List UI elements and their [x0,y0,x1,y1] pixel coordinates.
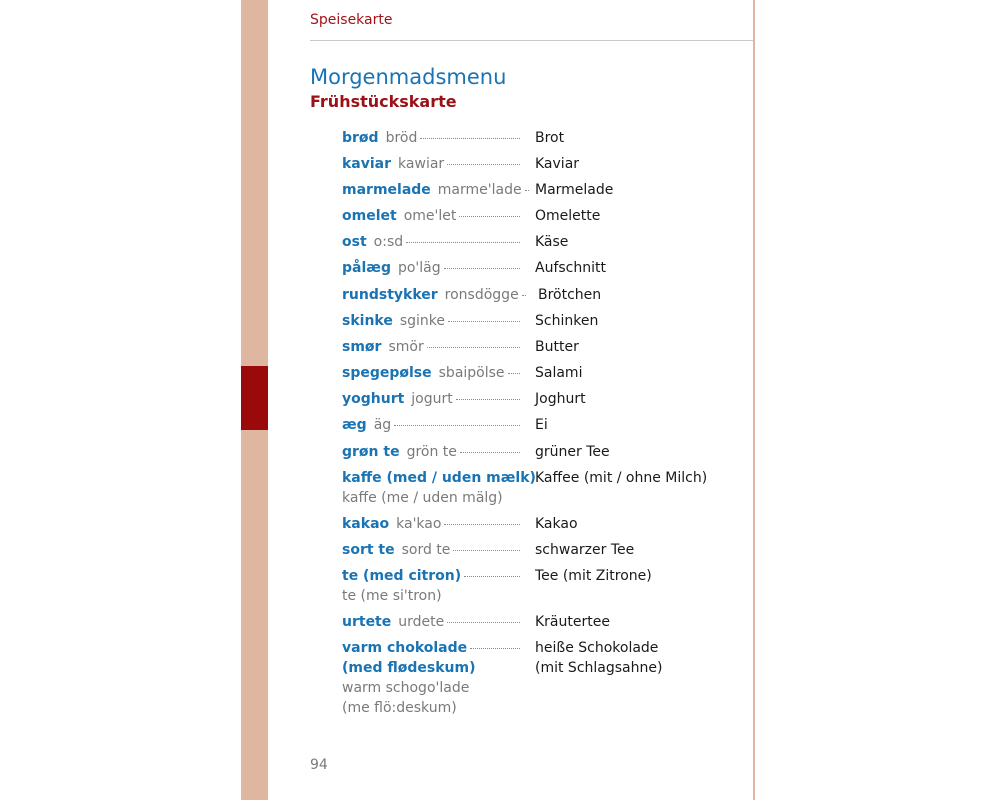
pronunciation: marme'lade [437,182,522,198]
danish-term: varm chokolade [342,640,468,656]
german-translation: Tee (mit Zitrone) [535,568,652,584]
pronunciation: warm schogo'lade [342,680,470,696]
pronunciation: kaffe (me / uden mälg) [342,490,503,506]
pronunciation: o:sd [373,234,404,250]
danish-term: pålæg [342,260,391,276]
danish-term: te (med citron) [342,568,462,584]
pronunciation: sord te [401,542,451,558]
leader-dots [460,452,520,453]
leader-dots [447,164,520,165]
danish-term: skinke [342,313,393,329]
leader-dots [456,399,520,400]
leader-dots [522,295,526,296]
german-translation: Kräutertee [535,614,610,630]
danish-term: marmelade [342,182,431,198]
leader-dots [464,576,520,577]
pronunciation: ronsdögge [444,287,519,303]
pronunciation: grön te [406,444,457,460]
danish-term: rundstykker [342,287,438,303]
german-translation: Butter [535,339,579,355]
leader-dots [447,622,520,623]
pronunciation: jogurt [411,391,453,407]
german-translation: Joghurt [535,391,586,407]
leader-dots [444,524,520,525]
pronunciation: po'läg [397,260,441,276]
german-translation [535,638,662,678]
german-translation: Brot [535,130,565,146]
danish-term: kaviar [342,156,392,172]
header-divider [310,40,753,41]
section-title-danish: Morgenmadsmenu [310,65,507,89]
danish-term: spegepølse [342,365,432,381]
german-translation: grüner Tee [535,444,610,460]
running-head: Speisekarte [310,12,393,28]
leader-dots [394,425,520,426]
page-right-rule [753,0,755,800]
pronunciation: urdete [398,614,445,630]
pronunciation: ome'let [403,208,457,224]
german-translation: Salami [535,365,583,381]
pronunciation-continued: (me flö:deskum) [342,700,457,716]
german-translation-line: heiße Schokolade [535,640,659,656]
section-title-german: Frühstückskarte [310,92,457,111]
german-translation: Marmelade [535,182,614,198]
leader-dots [459,216,520,217]
danish-term: yoghurt [342,391,405,407]
pronunciation: äg [373,417,392,433]
pronunciation: ka'kao [396,516,442,532]
leader-dots [420,138,520,139]
leader-dots [444,268,520,269]
pronunciation: bröd [385,130,418,146]
leader-dots [448,321,520,322]
leader-dots [427,347,520,348]
danish-term: brød [342,130,379,146]
leader-dots [406,242,520,243]
danish-term: ost [342,234,367,250]
pronunciation: kawiar [398,156,445,172]
danish-term: urtete [342,614,392,630]
german-translation: Ei [535,417,548,433]
page-number: 94 [310,757,328,773]
danish-term: omelet [342,208,397,224]
leader-dots [525,190,529,191]
chapter-thumb-tab [241,366,268,430]
leader-dots [470,648,520,649]
danish-term: smør [342,339,382,355]
german-translation-line: (mit Schlagsahne) [535,660,663,676]
german-translation: Kaffee (mit / ohne Milch) [535,470,708,486]
danish-term: sort te [342,542,395,558]
pronunciation: sginke [399,313,446,329]
danish-term: æg [342,417,367,433]
german-translation: Kaviar [535,156,580,172]
danish-term: kaffe (med / uden mælk) [342,470,536,486]
pronunciation: sbaipölse [438,365,505,381]
danish-term-continued: (med flødeskum) [342,660,476,676]
danish-term: kakao [342,516,390,532]
german-translation: Käse [535,234,569,250]
leader-dots [508,373,520,374]
german-translation: Brötchen [538,287,602,303]
danish-term: grøn te [342,444,400,460]
german-translation: Schinken [535,313,599,329]
german-translation: schwarzer Tee [535,542,635,558]
german-translation: Aufschnitt [535,260,606,276]
german-translation: Omelette [535,208,601,224]
german-translation: Kakao [535,516,578,532]
leader-dots [453,550,520,551]
pronunciation: te (me si'tron) [342,588,442,604]
pronunciation: smör [388,339,424,355]
